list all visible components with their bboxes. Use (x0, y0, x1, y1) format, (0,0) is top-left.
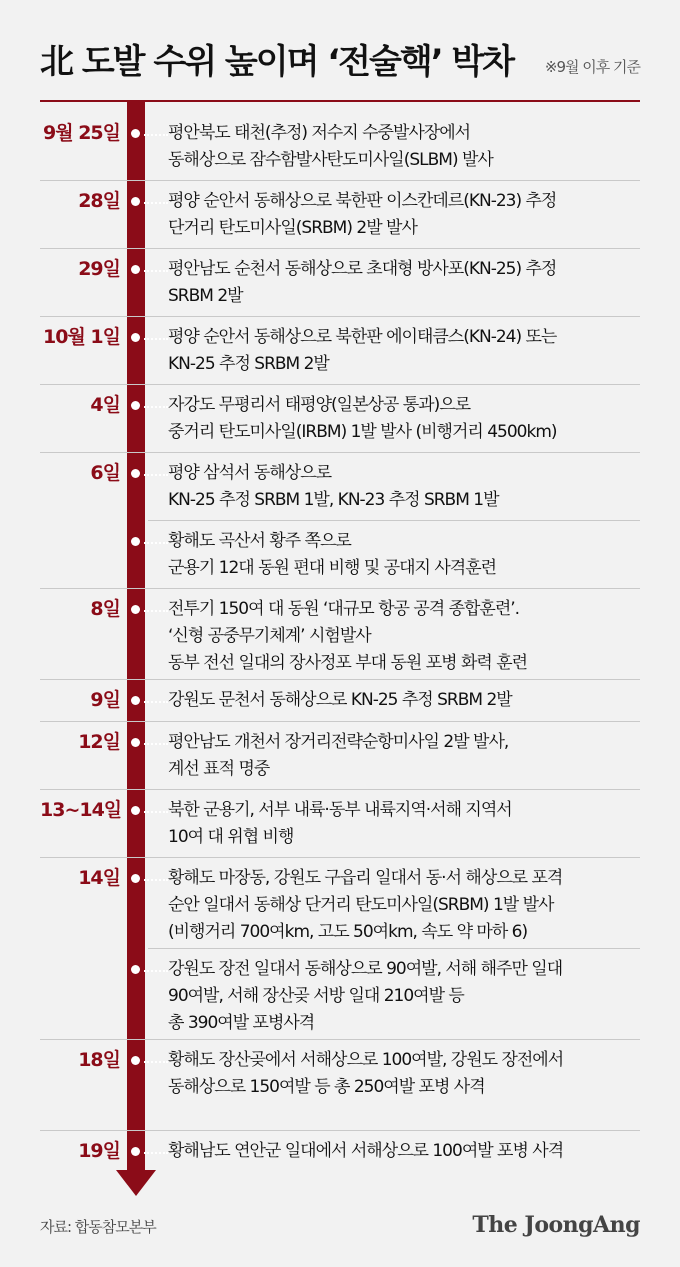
entry-text: 자강도 무평리서 태평양(일본상공 통과)으로 중거리 탄도미사일(IRBM) 1발 발사 (비행거리 4500km) (168, 395, 557, 442)
timeline-dot-icon (131, 197, 140, 206)
entry-text: 평안북도 태천(추정) 저수지 수중발사장에서 동해상으로 잠수함발사탄도미사일(SLBM) 발사 (168, 123, 493, 170)
page-title: 北 도발 수위 높이며 ‘전술핵’ 박차 (40, 42, 514, 82)
dotted-leader (144, 1152, 168, 1154)
timeline-dot-icon (131, 696, 140, 705)
timeline-dot-icon (131, 605, 140, 614)
timeline-entry (40, 249, 640, 317)
entry-date: 13~14일 (40, 799, 122, 821)
source-credit: 자료: 합동참모본부 (40, 1218, 156, 1236)
timeline-entry (40, 1131, 640, 1172)
timeline-entry (40, 680, 640, 721)
timeline-dot-icon (131, 965, 140, 974)
dotted-leader (144, 542, 168, 544)
timeline-entry (40, 858, 640, 953)
entry-date: 6일 (90, 462, 120, 484)
entry-text: 황해남도 연안군 일대에서 서해상으로 100여발 포병 사격 (168, 1141, 564, 1161)
timeline-entry (40, 181, 640, 249)
entry-date: 14일 (78, 867, 120, 889)
entry-text: 전투기 150여 대 동원 ‘대규모 항공 공격 종합훈련’. ‘신형 공중무기체계’ 시험발사 동부 전선 일대의 장사정포 부대 동원 포병 화력 훈련 (168, 599, 528, 673)
entry-text: 북한 군용기, 서부 내륙·동부 내륙지역·서해 지역서 10여 대 위협 비행 (168, 800, 512, 847)
entry-date: 12일 (78, 731, 120, 753)
timeline-dot-icon (131, 1056, 140, 1065)
timeline-dot-icon (131, 265, 140, 274)
dotted-leader (144, 1061, 168, 1063)
entry-text: 평양 순안서 동해상으로 북한판 에이태큼스(KN-24) 또는 KN-25 추정 SRBM 2발 (168, 327, 557, 374)
timeline-entry (40, 1040, 640, 1108)
entry-text: 강원도 문천서 동해상으로 KN-25 추정 SRBM 2발 (168, 690, 512, 710)
dotted-leader (144, 970, 168, 972)
timeline-dot-icon (131, 537, 140, 546)
entry-text: 황해도 마장동, 강원도 구읍리 일대서 동·서 해상으로 포격 순안 일대서 동해상 단거리 탄도미사일(SRBM) 1발 발사 (비행거리 700여km, 고도 50여km, 속도 약 마하 6) (168, 868, 563, 942)
dotted-leader (144, 701, 168, 703)
timeline-entry (40, 589, 640, 684)
timeline-entry (40, 385, 640, 453)
entry-date: 18일 (78, 1049, 120, 1071)
dotted-leader (144, 406, 168, 408)
dotted-leader (144, 474, 168, 476)
timeline-entry (40, 949, 640, 1044)
timeline-dot-icon (131, 1147, 140, 1156)
entry-date: 4일 (90, 394, 120, 416)
basis-note: ※9월 이후 기준 (544, 58, 640, 76)
timeline-dot-icon (131, 469, 140, 478)
dotted-leader (144, 202, 168, 204)
entry-text: 평양 순안서 동해상으로 북한판 이스칸데르(KN-23) 추정 단거리 탄도미사일(SRBM) 2발 발사 (168, 191, 557, 238)
arrow-down-icon (116, 1170, 156, 1196)
timeline-entry (40, 453, 640, 521)
dotted-leader (144, 134, 168, 136)
entry-text: 평안남도 순천서 동해상으로 초대형 방사포(KN-25) 추정 SRBM 2발 (168, 259, 557, 306)
timeline-dot-icon (131, 738, 140, 747)
dotted-leader (144, 610, 168, 612)
publisher-logo: The JoongAng (472, 1212, 640, 1238)
entry-text: 평양 삼석서 동해상으로 KN-25 추정 SRBM 1발, KN-23 추정 SRBM 1발 (168, 463, 499, 510)
entry-date: 19일 (78, 1140, 120, 1162)
entry-text: 황해도 장산곶에서 서해상으로 100여발, 강원도 장전에서 동해상으로 150여발 등 총 250여발 포병 사격 (168, 1050, 564, 1097)
entry-date: 9월 25일 (43, 122, 120, 144)
timeline-dot-icon (131, 874, 140, 883)
entry-date: 29일 (78, 258, 120, 280)
dotted-leader (144, 270, 168, 272)
dotted-leader (144, 811, 168, 813)
timeline-entry (40, 521, 640, 589)
entry-date: 28일 (78, 190, 120, 212)
dotted-leader (144, 338, 168, 340)
timeline-entry (40, 113, 640, 181)
entry-text: 평안남도 개천서 장거리전략순항미사일 2발 발사, 계선 표적 명중 (168, 732, 509, 779)
timeline-dot-icon (131, 129, 140, 138)
entry-text: 황해도 곡산서 황주 쪽으로 군용기 12대 동원 편대 비행 및 공대지 사격훈련 (168, 531, 497, 578)
timeline-dot-icon (131, 806, 140, 815)
timeline-dot-icon (131, 333, 140, 342)
timeline-dot-icon (131, 401, 140, 410)
entry-text: 강원도 장전 일대서 동해상으로 90여발, 서해 해주만 일대 90여발, 서해 장산곶 서방 일대 210여발 등 총 390여발 포병사격 (168, 959, 563, 1033)
timeline-entry (40, 317, 640, 385)
timeline-entry (40, 790, 640, 858)
entry-date: 9일 (90, 689, 120, 711)
entry-date: 8일 (90, 598, 120, 620)
entry-date: 10월 1일 (43, 326, 120, 348)
dotted-leader (144, 743, 168, 745)
dotted-leader (144, 879, 168, 881)
timeline-entry (40, 722, 640, 790)
